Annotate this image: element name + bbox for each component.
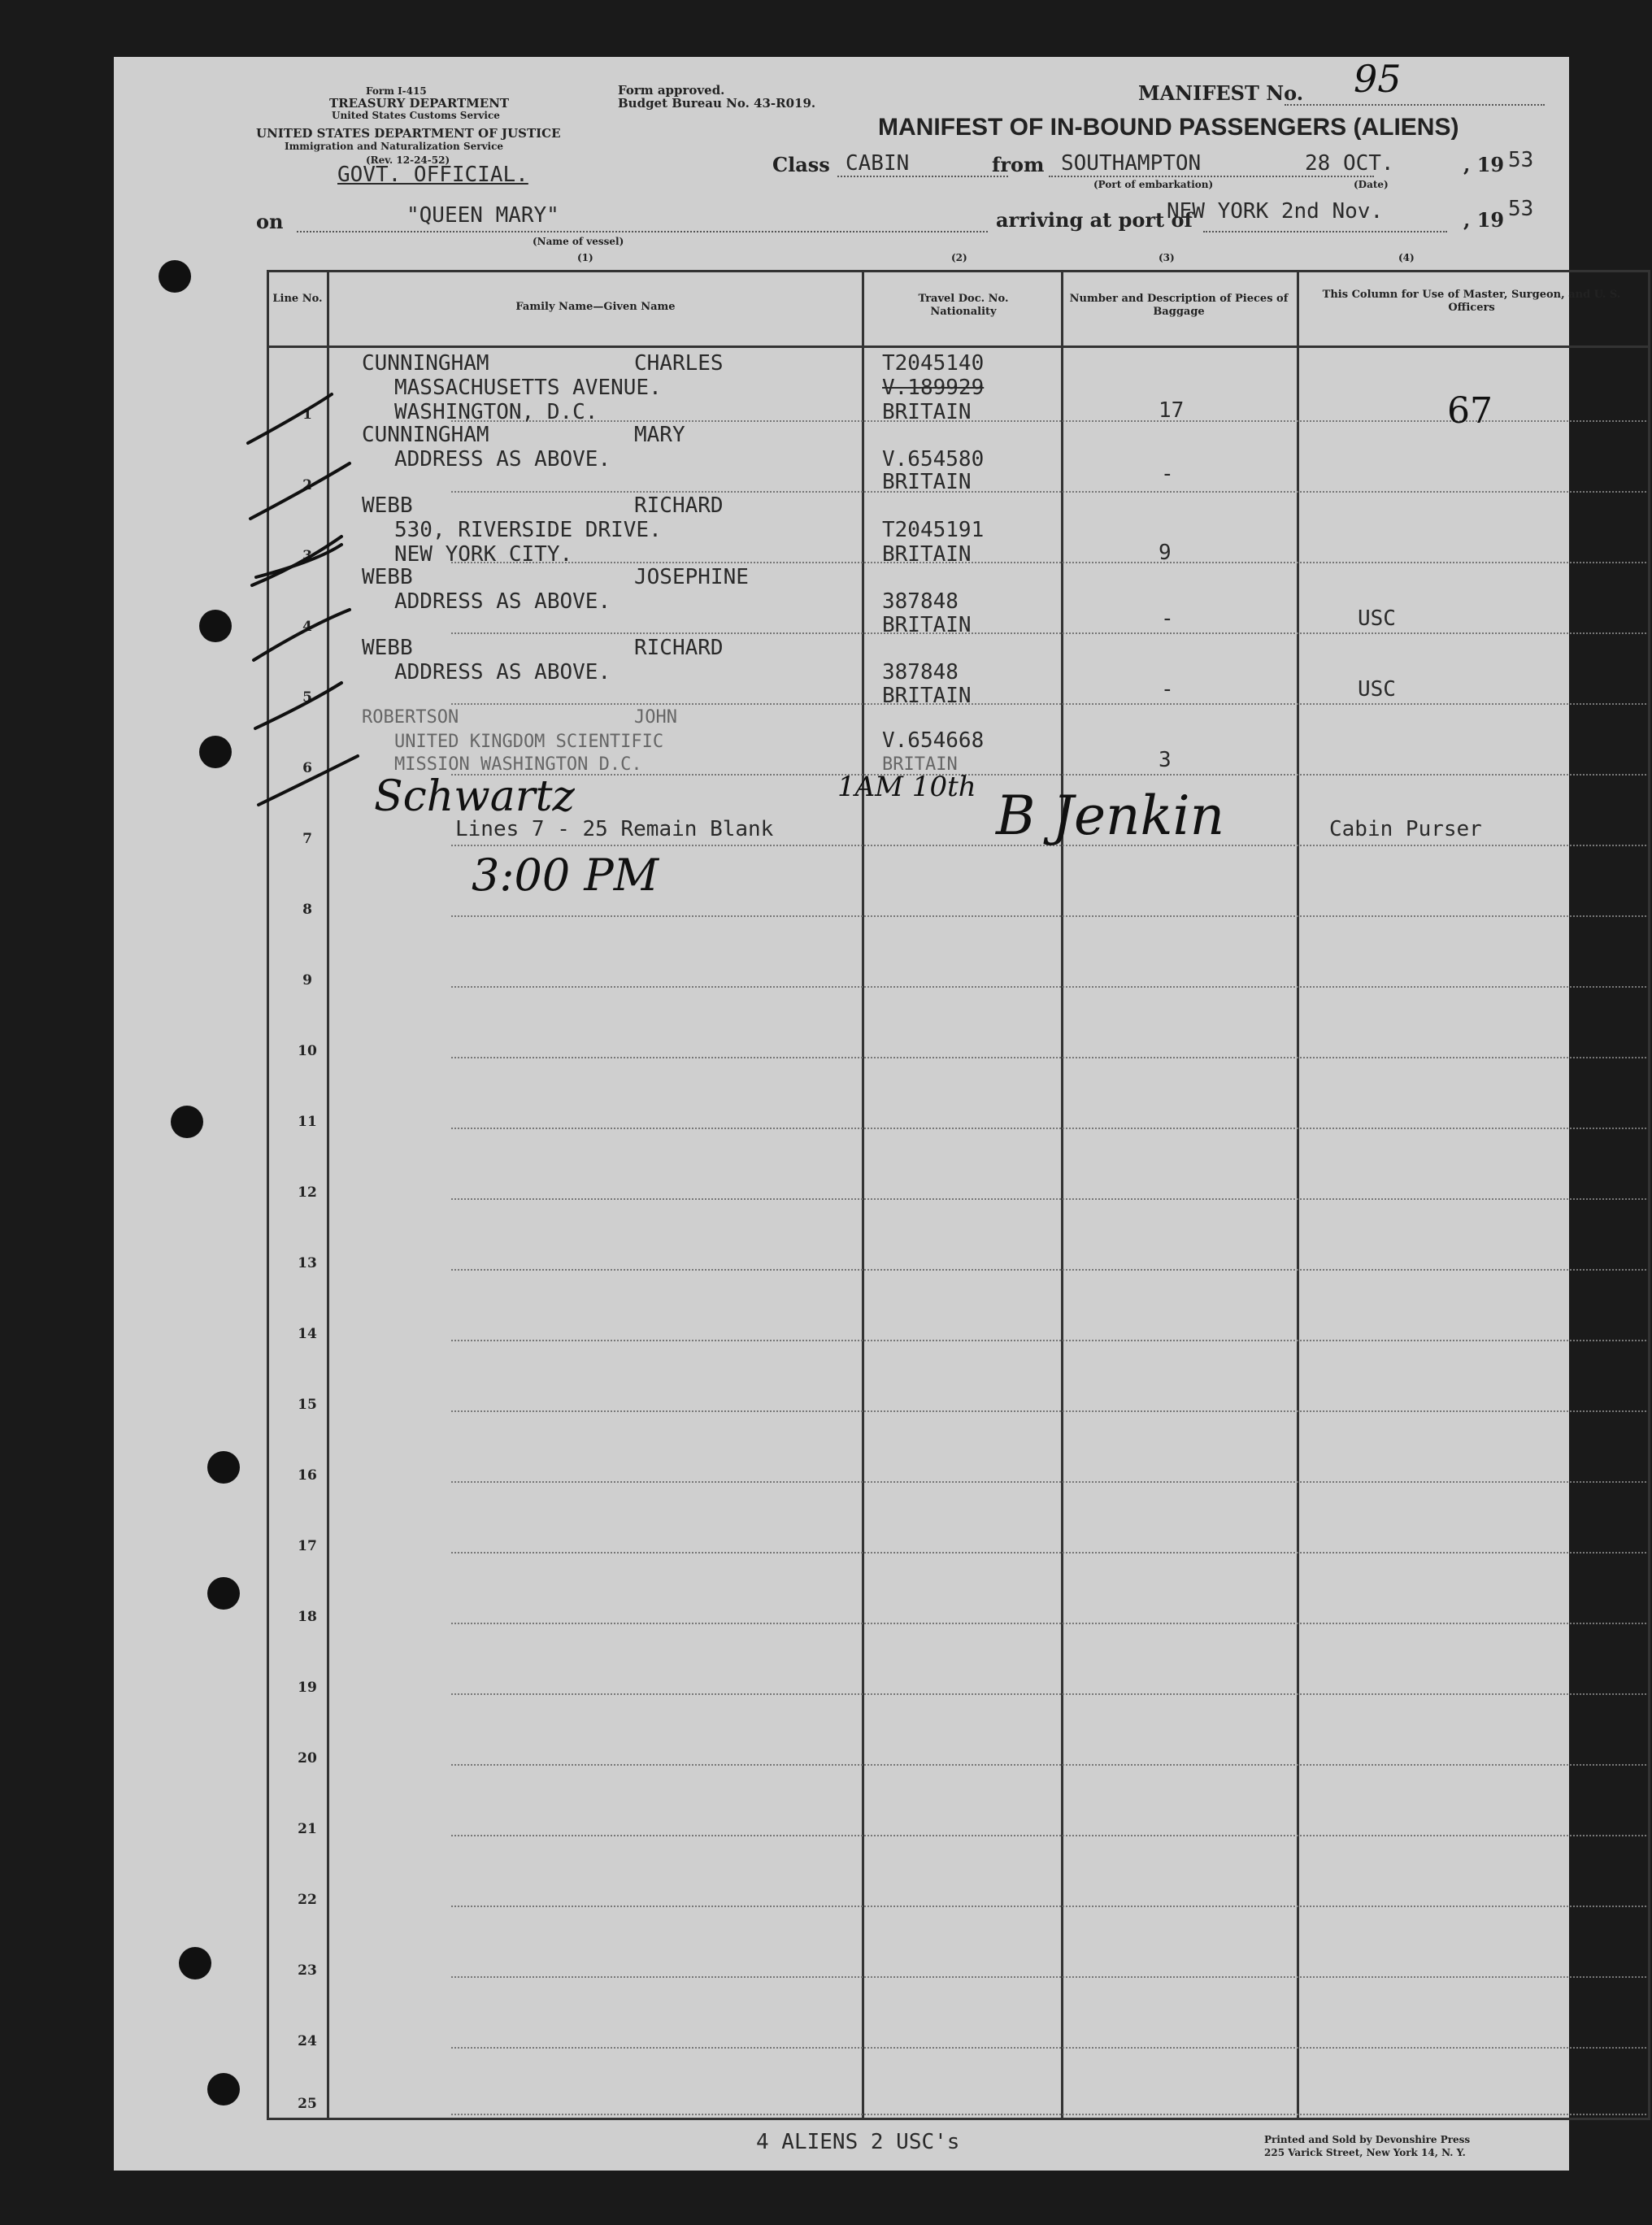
travel-doc: T2045140 [882,351,985,376]
family-name: WEBB [362,493,413,518]
header-name: Family Name—Given Name [515,301,676,313]
baggage-count: 17 [1159,398,1185,423]
officer-note: USC [1358,606,1396,631]
col-num-4: (4) [1398,252,1415,263]
col-num-3: (3) [1159,252,1175,263]
baggage-count: - [1161,677,1174,702]
line-number: 14 [298,1326,317,1342]
justice-dept: UNITED STATES DEPARTMENT OF JUSTICE [256,126,561,141]
address-line: UNITED KINGDOM SCIENTIFIC [394,732,664,752]
header-officers: This Column for Use of Master, Surgeon, and U. S. Officers [1322,289,1621,314]
line-number: 12 [298,1184,317,1201]
travel-doc: V.654668 [882,728,985,753]
manifest-no-value: 95 [1354,57,1402,101]
arrival-value: NEW YORK 2nd Nov. [1167,199,1384,224]
baggage-count: - [1161,606,1174,631]
header-travel-doc: Travel Doc. No. Nationality [918,293,1009,318]
nationality: BRITAIN [882,542,972,567]
family-name: CUNNINGHAM [362,351,489,376]
form-revision: (Rev. 12-24-52) [366,154,450,166]
travel-doc: T2045191 [882,518,985,542]
form-number: Form I-415 [366,85,427,97]
line-number: 21 [298,1821,317,1837]
line-number: 1 [302,406,312,423]
given-name: JOHN [634,707,677,728]
binder-hole [199,610,232,642]
year2-prefix: , 19 [1463,208,1505,232]
line-number: 10 [298,1043,317,1059]
blank-lines-note: Lines 7 - 25 Remain Blank [455,817,774,841]
handwritten-note: 1AM 10th [837,771,976,803]
line-number: 19 [298,1680,317,1696]
handwritten-note: Schwartz [374,772,575,821]
nationality: BRITAIN [882,754,958,775]
nationality: BRITAIN [882,684,972,708]
travel-doc: V.654580 [882,447,985,472]
manifest-title: MANIFEST OF IN-BOUND PASSENGERS (ALIENS) [878,114,1459,141]
line-number: 24 [298,2033,317,2049]
line-number: 23 [298,1962,317,1979]
binder-hole [171,1106,203,1138]
printer-name: Printed and Sold by Devonshire Press [1264,2134,1471,2145]
travel-doc: 387848 [882,589,959,614]
given-name: CHARLES [634,351,724,376]
footer-total: 4 ALIENS 2 USC's [756,2130,960,2154]
purser-signature: B Jenkin [996,784,1225,847]
nationality: BRITAIN [882,470,972,494]
officer-note: USC [1358,677,1396,702]
nationality: BRITAIN [882,613,972,637]
travel-doc-struck: V.189929 [882,376,985,400]
binder-hole [199,736,232,768]
from-label: from [992,153,1045,176]
given-name: RICHARD [634,493,724,518]
arriving-label: arriving at port of [996,208,1193,232]
address-line: 530, RIVERSIDE DRIVE. [394,518,662,542]
manifest-page [114,57,1621,2171]
from-value: SOUTHAMPTON [1061,151,1202,176]
family-name: CUNNINGHAM [362,423,489,447]
check-marks [114,57,1569,2171]
line-number: 3 [302,548,312,564]
address-line: WASHINGTON, D.C. [394,400,598,424]
line-number: 18 [298,1609,317,1625]
vessel-note: (Name of vessel) [533,236,624,247]
address-line: ADDRESS AS ABOVE. [394,660,611,684]
manifest-no-label: MANIFEST No. [1138,81,1304,105]
baggage-count: - [1161,462,1174,486]
travel-doc: 387848 [882,660,959,684]
given-name: MARY [634,423,685,447]
handwritten-time: 3:00 PM [472,850,659,901]
budget-bureau: Budget Bureau No. 43-R019. [618,96,816,111]
address-line: ADDRESS AS ABOVE. [394,447,611,472]
form-approved: Form approved. [618,83,725,98]
on-label: on [256,210,284,233]
line-number: 4 [302,619,312,635]
line-number: 11 [298,1114,317,1130]
printer-address: 225 Varick Street, New York 14, N. Y. [1264,2147,1466,2158]
date-note: (Date) [1354,179,1389,190]
address-line: NEW YORK CITY. [394,542,573,567]
year2-value: 53 [1508,197,1534,221]
family-name: WEBB [362,636,413,660]
year1-prefix: , 19 [1463,153,1505,176]
line-number: 25 [298,2096,317,2112]
line-number: 2 [302,477,312,493]
address-line: MASSACHUSETTS AVENUE. [394,376,662,400]
given-name: RICHARD [634,636,724,660]
address-line: ADDRESS AS ABOVE. [394,589,611,614]
header-baggage: Number and Description of Pieces of Baggage [1069,293,1289,318]
line-number: 15 [298,1397,317,1413]
baggage-count: 3 [1159,748,1172,772]
port-embarkation-note: (Port of embarkation) [1093,179,1214,190]
treasury-dept: TREASURY DEPARTMENT [329,96,510,111]
vessel-name: "QUEEN MARY" [406,203,559,228]
binder-hole [207,2073,240,2105]
binder-hole [179,1947,211,1979]
line-number: 6 [302,760,312,776]
line-number: 5 [302,689,312,706]
govt-official: GOVT. OFFICIAL. [337,163,528,187]
cabin-purser: Cabin Purser [1329,817,1482,841]
col-num-2: (2) [951,252,967,263]
ins-service: Immigration and Naturalization Service [285,141,504,152]
line-number: 9 [302,972,312,989]
date-value: 28 OCT. [1305,151,1394,176]
class-value: CABIN [846,151,910,176]
line-number: 20 [298,1750,317,1767]
binder-hole [207,1451,240,1484]
binder-hole [207,1577,240,1610]
line-number: 7 [302,831,312,847]
header-line-no: Line No. [272,293,323,305]
family-name: ROBERTSON [362,707,459,728]
given-name: JOSEPHINE [634,565,749,589]
line-number: 8 [302,902,312,918]
col-num-1: (1) [577,252,593,263]
officer-note: 67 [1447,390,1493,432]
year1-value: 53 [1508,148,1534,172]
address-line: MISSION WASHINGTON D.C. [394,754,642,775]
baggage-count: 9 [1159,541,1172,565]
line-number: 13 [298,1255,317,1271]
nationality: BRITAIN [882,400,972,424]
family-name: WEBB [362,565,413,589]
line-number: 22 [298,1892,317,1908]
customs-service: United States Customs Service [332,110,500,121]
class-label: Class [772,153,830,176]
line-number: 16 [298,1467,317,1484]
line-number: 17 [298,1538,317,1554]
binder-hole [159,260,191,293]
